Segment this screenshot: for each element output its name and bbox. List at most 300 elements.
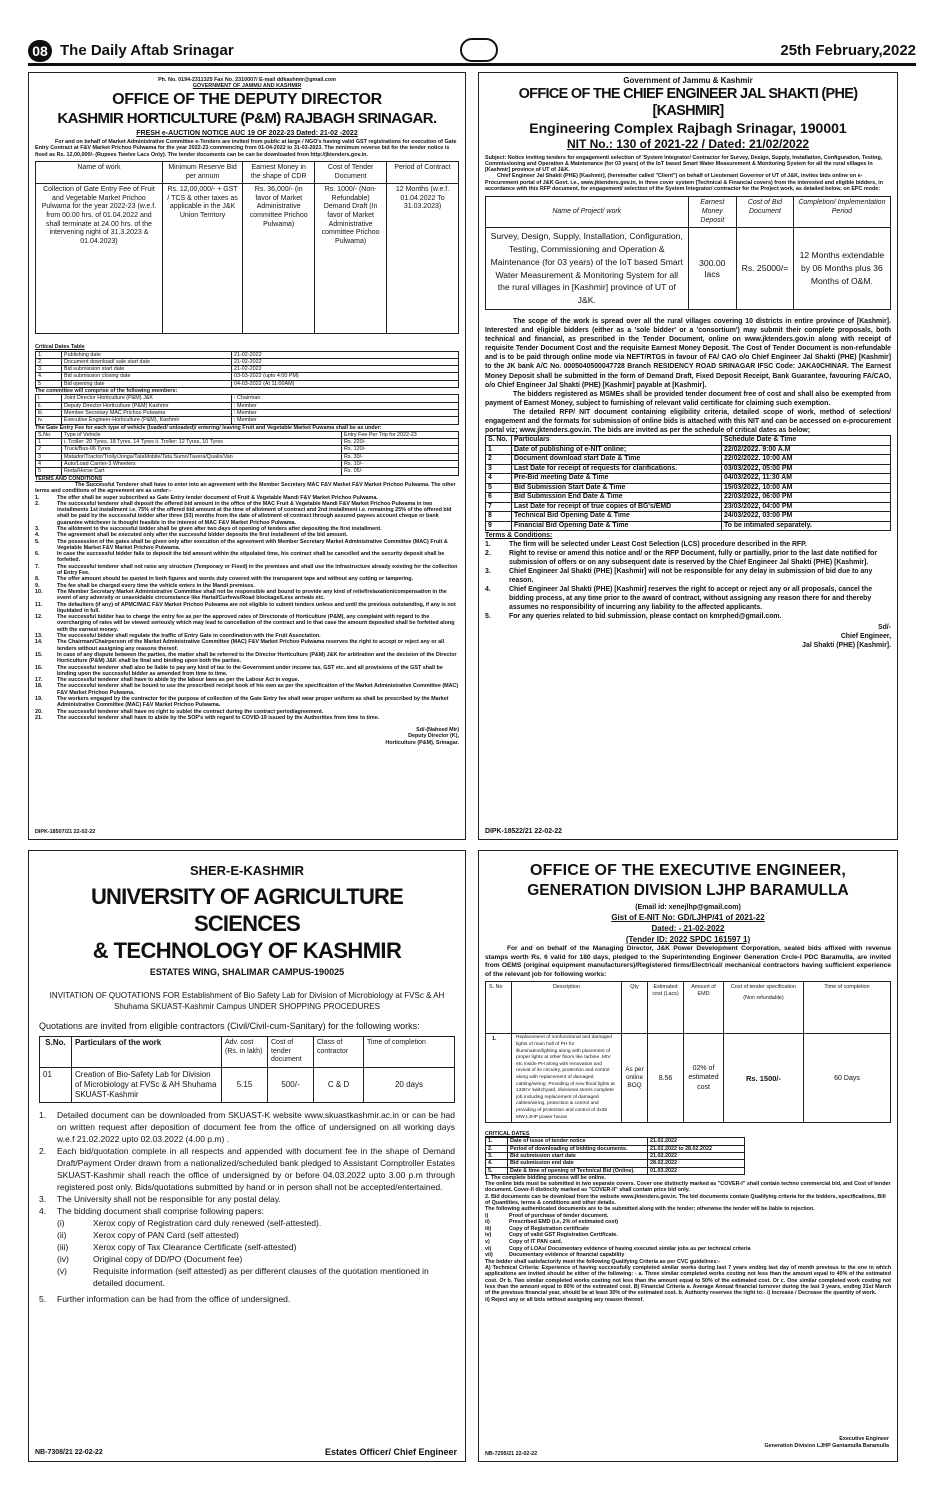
list-item [39, 1109, 455, 1145]
item-text: The bidding document shall comprise following papers: [57, 1205, 264, 1216]
list-item [39, 1253, 455, 1265]
ljhp-td-5: Rs. 1500/- [724, 1034, 804, 1123]
item-number: (i) [57, 1217, 65, 1228]
item-number: 2. [35, 500, 40, 507]
item-number: 14. [35, 639, 43, 646]
table-row [36, 409, 459, 416]
cell: 1 [486, 445, 512, 455]
hort-td-2: Rs. 36,000/- (in favor of Market Administrative committee Prichoo Pulwama) [243, 184, 315, 334]
phe-para-1: The scope of the work is spread over all the rural villages covering 10 districts in entire province of [Kashmir]. Interested and eligible bidders (either as a 'sole bidder' or a 'consortium') may submit their complete proposals, both technical and financial, as prescribed in the Tender Document, online on www.jktenders.gov.in along with receipt of requisite Tender Document Cost and the requisite Earnest Money Deposit. The Cost of Tender Document is non-refundable and is to be paid through online mode via NEFT/RTGS in favour of FA/ CAO o/o Chief Engineer Jal Shakti (PHE) [Kashmir] to the JK bank A/C No. 0005040500047728 Branch RESIDENCY ROAD SRINAGAR IFSC Code: JAKA0CHINAR. The Earnest Money Deposit shall be submitted in the form of Demand Draft, Fixed Deposit Receipt, Bank Guarantee, favouring FA/CAO, o/o Chief Engineer Jal Shakti (PHE) [Kashmir] payable at [Kashmir]. [485, 317, 891, 389]
point-text: Further information can be had from the office of undersigned. [57, 1293, 291, 1304]
cell: i. Troller: 20 Tyres, 18 Tyres, 14 Tyres ii. Troller: 12 Tyres, 10 Tyres [62, 439, 342, 446]
ljhp-gist: Gist of E-NIT No: GD/LJHP/41 of 2021-22 [611, 913, 765, 922]
phe-govt: Government of Jammu & Kashmir [623, 76, 753, 85]
skuast-advertisement [28, 850, 466, 1462]
table-row [36, 402, 459, 409]
item-text: The agreement shall be executed only after the successful bidder deposits the first installment of the bid amount. [57, 532, 348, 539]
list-item [35, 614, 459, 633]
item-number: 9. [35, 582, 40, 589]
list-item [35, 564, 459, 577]
phe-sign-line: Jal Shakti (PHE) [Kashmir]. [802, 642, 891, 650]
skuast-sign: Estates Officer/ Chief Engineer [324, 1447, 457, 1457]
cell: 5 [36, 468, 62, 475]
phe-intro: Chief Engineer Jal Shakti (PHE) [Kashmir], (hereinafter called "Client") on behalf of Lieutenant Governor of UT of J&K, invites bids online on e-Procurement portal of J&K Govt. i.e., www.jktenders.gov.in, in three cover system (Technical & Financial covers) from the interested and eligible bidders, in accordance with this RFP document, for engagement/ selection of the System Integrator/ contractor for the Project work, as detailed below, on EPC mode: [485, 173, 884, 193]
cell: Member Secretary MAC Prichoo Pulwama [62, 409, 232, 416]
item-number: 3. [39, 1193, 47, 1204]
phe-th-3: Completion/ Implementation Period [793, 197, 890, 228]
cell: Schedule Date & Time [722, 436, 891, 446]
cell: 15/03/2022, 10:00 AM [722, 483, 891, 493]
ljhp-th-3: Estimated cost (Lacs) [648, 982, 684, 1034]
item-number: 4. [35, 532, 40, 539]
cell: Period of downloading of bidding documents. [508, 1145, 648, 1152]
cell: 28.02.2022 [648, 1160, 745, 1167]
skuast-sub: ESTATES WING, SHALIMAR CAMPUS-190025 [149, 967, 345, 977]
hort-main-table [35, 161, 459, 334]
cell: 2. [36, 358, 62, 365]
cell: To be intimated separately. [722, 521, 891, 531]
phe-para-2: The bidders registered as MSMEs shall be provided tender document free of cost and shall also be exempted from payment of Earnest Money, subject to furnishing of relevant valid certificate for claiming such exemption. [485, 390, 891, 407]
list-item [35, 652, 459, 665]
item-text: The workers engaged by the contractor for the purpose of collection of the Gate Entry fee shall wear proper uniform as shall be prescribed by the Market Administrative Committee (MAC) F&V Market Prichoo Pulwama. [57, 696, 449, 709]
hort-committee-title: The committee will comprise of the following members: [35, 388, 178, 395]
cell: Document download/ sale start date [62, 358, 232, 365]
item-text: The successful tenderer shall have no right to sublet the contract during the contract period/agreement. [57, 708, 324, 715]
item-number: 8. [35, 576, 40, 583]
cell: Type of Vehicle [62, 431, 342, 438]
skuast-point-5 [39, 1293, 455, 1305]
item-text: Prescribed EMD (i.e, 2% of estimated cost) [509, 1219, 619, 1226]
ljhp-p5: The bidder shall satisfactorily meet the following Qualifying Criteria as per CVC guidelines:- [485, 1258, 721, 1265]
cell: Rs. 120/- [342, 446, 459, 453]
list-item [35, 683, 459, 696]
cell: 4 [486, 474, 512, 484]
table-row [486, 474, 891, 484]
item-text: The offer shall be super subscribed as Gate Entry tender document of Fruit & Vegetable Mandi F&V Market Prichoo Pulwama. [57, 494, 378, 501]
horticulture-advertisement [28, 72, 466, 840]
cell: 9 [486, 521, 512, 531]
skuast-th-4: Class of contractor [314, 1037, 364, 1068]
item-number: 19. [35, 696, 43, 702]
cell: 4 [36, 461, 62, 468]
phe-sign-line: Sd/- [877, 624, 891, 632]
list-item [35, 639, 459, 652]
item-text: The Chairman/Chairperson of the Market Administrative Committee (MAC) F&V Market Prichoo Pulwama reserves the right to accept or reject any or all tenders without assigning any reasons thereof. [57, 639, 445, 652]
list-item [485, 1213, 891, 1220]
cell: i. [36, 395, 62, 402]
skuast-intro: Quotations are invited from eligible contractors (Civil/Civil-cum-Sanitary) for the following works: [39, 1021, 420, 1031]
list-item [485, 1239, 891, 1246]
item-text: Documentary evidence of financial capability [509, 1252, 625, 1259]
item-text: The Member Secretary Market Administrative Committee shall not be responsible and bound to provide any kind of relief/relaxation/compensation in the event of any adversity or unavoidable circumstance like Hartal/Curfews/Road blockage/Less arrivals etc. [57, 588, 447, 602]
ljhp-sign-line: Generation Division LJHP Gantamulla Baramulla [764, 1442, 889, 1449]
phe-title-1: OFFICE OF THE CHIEF ENGINEER JAL SHAKTI (PHE) [KASHMIR] [518, 85, 858, 119]
hort-intro: For and on behalf of Market Administrative Committee e-Tenders are invited from public at large / NGO's having valid GST registrations for execution of Gate Entry Contract at F&V Market Prichoo Pulwama for the year 2022-23 commencing from 01-04-2022 to 31-03-2023. The minimum reverse bid for the tender notice is fixed as Rs. 12,00,000/- (Rupees Twelve Lacs Only). The tender documents can be can be downloaded from http://jktenders.gov.in. [35, 139, 457, 158]
cell: 04-03-2022 (At 11:00AM) [232, 380, 459, 387]
item-number: 3. [485, 568, 491, 576]
cell: 04/03/2022, 11:30 AM [722, 474, 891, 484]
hort-th-3: Cost of Tender Document [315, 162, 387, 184]
table-row [486, 502, 891, 512]
item-number: vi) [485, 1245, 492, 1252]
table-row [36, 453, 459, 460]
list-item [39, 1217, 455, 1229]
cell: Bid submission end date [508, 1160, 648, 1167]
skuast-nb: NB-7308/21 22-02-22 [35, 1449, 103, 1456]
hort-td-3: Rs. 1000/- (Non-Refundable) Demand Draft (In favor of Market Administrative committee Prichoo Pulwama) [315, 184, 387, 334]
item-text: Copy of valid GST Registration Certificate. [509, 1232, 618, 1239]
item-number: 3. [35, 525, 40, 532]
list-item [39, 1193, 455, 1205]
item-number: 20. [35, 708, 43, 715]
hort-terms-title: TERMS AND CONDITIONS [35, 475, 103, 482]
item-text: The defaulters (if any) of APMC/MAC F&V Market Prichoo Pulwama are not eligible to submit tenders unless and until the previous outstanding, if any is not liquidated in full. [57, 601, 456, 614]
list-item [35, 501, 459, 526]
table-row [36, 461, 459, 468]
newspaper-logo-icon [460, 38, 498, 62]
hort-fee-table [35, 431, 459, 476]
cell: 22/02/2022. 9:00 A.M [722, 445, 891, 455]
item-text: For any queries related to bid submission, please contact on kmrphed@gmail.com. [509, 613, 782, 621]
item-text: The successful tenderer shall have to abide by the SOP's with regard to COVID-19 issued by the Authorities from time to time. [57, 714, 380, 721]
hort-sign-line: Horticulture (P&M), Srinagar. [385, 739, 459, 746]
item-text: Chief Engineer Jal Shakti (PHE) [Kashmir] will not be responsible for any delay in submission of bid due to any reason. [509, 568, 873, 585]
cell: 23/03/2022, 04:00 PM [722, 502, 891, 512]
cell: 03/03/2022, 05:00 PM [722, 464, 891, 474]
item-number: i) [485, 1212, 489, 1219]
hort-sign-line: Sd/-(Naheed Mir) [416, 727, 459, 734]
list-item [39, 1145, 455, 1193]
phe-td-1: 300.00 lacs [688, 228, 737, 310]
ljhp-title-1: OFFICE OF THE EXECUTIVE ENGINEER, [530, 862, 846, 879]
cell: Rs. 10/- [342, 461, 459, 468]
item-text: Xerox copy of Registration card duly renewed (self-attested). [93, 1217, 322, 1228]
ljhp-dated: Dated: - 21-02-2022 [651, 924, 725, 933]
item-text: Each bid/quotation complete in all respects and appended with document fee in the shape of Demand Draft/Payment Order drawn from a nationalized/scheduled bank pledged to Assistant Comptroller Estates SKUAST-Kashmir shall reach the office of undersigned by or before 04.03.2022 upto 3.00 p.m through registered post only. Bids/quotations submitted by hand or in person shall not be accepted/entertained. [57, 1145, 455, 1192]
item-number: 13. [35, 633, 43, 640]
table-row [486, 1138, 745, 1145]
cell: 24/03/2022, 03:00 PM [722, 512, 891, 522]
cell: Reda/Horse Cart [62, 468, 342, 475]
table-row [36, 417, 459, 424]
table-row [36, 358, 459, 365]
cell: 1 [36, 439, 62, 446]
hort-sign [35, 727, 459, 746]
cell: iv. [36, 417, 62, 424]
cell: 21.02.2022 [648, 1138, 745, 1145]
cell: 3 [36, 453, 62, 460]
phe-title-2: Engineering Complex Rajbagh Srinagar, 190001 [529, 119, 847, 136]
phe-td-2: Rs. 25000/= [737, 228, 794, 310]
ljhp-th-5b: (Non refundable) [743, 994, 784, 1001]
item-text: In case of any dispute between the parties, the matter shall be referred to the Director Horticulture (P&M) J&K for arbitration and the decision of the Director Horticulture (P&M) J&K shall be final and binding upon both the parties. [57, 651, 457, 665]
phe-sign [485, 623, 891, 650]
list-item [39, 1241, 455, 1253]
table-row [36, 351, 459, 358]
cell: 22/02/2022. 10:00 AM [722, 455, 891, 465]
cell: Rs. 05/- [342, 468, 459, 475]
list-item [485, 1246, 891, 1253]
table-row [486, 1167, 745, 1174]
item-number: 2. [39, 1145, 47, 1156]
list-item [485, 540, 891, 549]
cell: 5. [486, 1167, 508, 1174]
skuast-td-5: 20 days [364, 1067, 455, 1102]
hort-critical-title: Critical Dates Table [35, 344, 85, 351]
cell: : Chairman [232, 395, 459, 402]
ljhp-th-1: Description [512, 982, 622, 1034]
skuast-title-1: UNIVERSITY OF AGRICULTURE SCIENCES [90, 884, 404, 936]
cell: : Member [232, 409, 459, 416]
table-row [486, 493, 891, 503]
ljhp-td-2: As per online BOQ [622, 1034, 648, 1123]
ljhp-th-2: Qty [622, 982, 648, 1034]
item-text: The successful tenderer shall deposit the offered bid amount in the office of the MAC Fruit & Vegetable Mandi F&V Market Prichoo Pulwama in two installments 1st installment i.e. 75% of the offered bid amount at the time of allotment of contract and 2nd installment i.e. remaining 25% of the offered bid shall be paid by the successful bidder after three (03) months from the date of allotment of contract through assured payees account cheque or bank guarantee whichever is thought feasible in the interest of MAC F&V Market Prichoo Pulwama. [57, 500, 452, 526]
item-text: Copy of Registration certificate [509, 1225, 589, 1232]
cell: Technical Bid Opening Date & Time [512, 512, 722, 522]
item-number: 4. [485, 586, 491, 594]
table-row [486, 445, 891, 455]
ljhp-docs-list [485, 1213, 891, 1259]
ljhp-nb: NB-7295/21 22-02-22 [485, 1450, 538, 1457]
item-text: Original copy of DD/PO (Document fee) [93, 1253, 243, 1264]
ljhp-critical-table [485, 1137, 745, 1174]
item-number: vii) [485, 1252, 493, 1259]
cell: Auto/Load Carrier-3 Wheelers [62, 461, 342, 468]
cell: 21.02.2022 [648, 1152, 745, 1159]
phe-para-3: The detailed RFP/ NIT document containing eligibility criteria, detailed scope of work, method of selection/ engagement and the formats for submission of online bids is attached with this NIT and can be accessed on e-procurement portal viz; www.jktenders.gov.in. The bids are invited as per the schedule of critical dates as below; [485, 408, 891, 435]
cell: Date of publishing of e-NIT online; [512, 445, 722, 455]
list-item [39, 1265, 455, 1289]
cell: 2. [486, 1145, 508, 1152]
cell: Truck/Bus-06 Tyres [62, 446, 342, 453]
masthead [28, 38, 916, 64]
cell: 21-02-2022 [232, 351, 459, 358]
item-text: The successful tenderer shall also be liable to pay any kind of tax to the Government under income tax, GST etc. and all provisions of the GST shall be binding upon the successful bidder as amended from time to time. [57, 664, 443, 677]
skuast-th-1: Particulars of the work [72, 1037, 222, 1068]
skuast-td-4: C & D [314, 1067, 364, 1102]
hort-notice: FRESH e-AUCTION NOTICE AUC 19 OF 2022-23 Dated: 21-02 -2022 [136, 129, 358, 137]
table-row [36, 431, 459, 438]
phe-advertisement [478, 72, 898, 840]
ljhp-p1: 1. The complete bidding process will be online. [485, 1174, 606, 1181]
cell: ii. [36, 402, 62, 409]
cell: Date & time of opening of Technical Bid (Online). [508, 1167, 648, 1174]
cell: Pre-Bid meeting Date & Time [512, 474, 722, 484]
table-row [36, 395, 459, 402]
item-text: The firm will be selected under Least Cost Selection (LCS) procedure described in the RFP. [509, 541, 807, 549]
item-text: Proof of purchase of tender document. [509, 1212, 609, 1219]
table-row [486, 483, 891, 493]
cell: Bid Submission End Date & Time [512, 493, 722, 503]
cell: Bid submission start date [508, 1152, 648, 1159]
ljhp-td-4: 02% of estimated cost [684, 1034, 724, 1123]
item-text: Copy of IT PAN card. [509, 1239, 563, 1246]
cell: 6 [486, 493, 512, 503]
ljhp-p6: A) Technical Criteria: Experience of having successfully completed similar works during last 7 years ending last day of month previous to the one in which applications are invited should be either of the following: - a. Three similar completed works costing not less than the amount equal to 40% of the estimated cost. Or b. Two similar completed works costing not less than the amount equal to 50% of the estimated cost. Or c. One similar completed work costing not less than the amount equal to 80% of the estimated cost. B) Financial Criteria a. Average Annual financial turnover during the last 3 years, ending 31st March of the previous financial year, should be at least 30% of the estimated cost. b. Authority reserves the right to:- i) Increase / Decrease the quantity of work. [485, 1265, 891, 1297]
hort-title-1: OFFICE OF THE DEPUTY DIRECTOR [112, 90, 382, 108]
hort-th-1: Minimum Reserve Bid per annum [162, 162, 242, 184]
skuast-points-list [39, 1109, 455, 1217]
cell: 3. [36, 366, 62, 373]
item-number: 16. [35, 664, 43, 671]
table-row [36, 366, 459, 373]
hort-dipk: DIPK-18507/21 22-02-22 [35, 828, 96, 835]
hort-govt: GOVERNMENT OF JAMMU AND KASHMIR [192, 83, 302, 90]
hort-sign-line: Deputy Director (K), [408, 733, 459, 740]
cell: 21-02-2022 [232, 358, 459, 365]
item-text: In case the successful bidder fails to deposit the bid amount within the stipulated time, his contract shall be cancelled and the security deposit shall be forfeited. [57, 551, 445, 564]
publication-name: The Daily Aftab Srinagar [60, 42, 234, 59]
list-item [485, 1219, 891, 1226]
skuast-th-0: S.No. [40, 1037, 72, 1068]
list-item [35, 696, 459, 709]
cell: Executive Engineer-Horticulture (P&M), Kashmir [62, 417, 232, 424]
list-item [485, 1232, 891, 1239]
skuast-pre: SHER-E-KASHMIR [189, 863, 305, 878]
phe-td-0: Survey, Design, Supply, Installation, Configuration, Testing, Commissioning and Operation & Maintenance (for 03 years) of the IoT based Smart Water Measurement & Monitoring System for all the rural villages in [Kashmir] province of UT of J&K. [486, 228, 689, 310]
cell: 01.03.2022 [648, 1167, 745, 1174]
cell: Joint Director Horticulture (P&M) J&K [62, 395, 232, 402]
phe-terms-title: Terms & Conditions: [485, 532, 553, 540]
item-text: The offer amount should be quoted in both figures and words duly covered with the transparent tape and without any cutting or tampering. [57, 576, 414, 583]
phe-th-0: Name of Project/ work [486, 197, 689, 228]
list-item [485, 549, 891, 567]
skuast-td-2: 5.15 [222, 1067, 268, 1102]
ljhp-p4: The following authenticated documents are to be submitted along with the tender; otherwise the tender will be liable to rejection. [485, 1206, 815, 1213]
item-number: 11. [35, 601, 43, 608]
hort-td-4: 12 Months (w.e.f. 01.04.2022 To 31.03.2023) [387, 184, 459, 334]
item-number: 1. [485, 541, 491, 549]
table-row [36, 373, 459, 380]
ljhp-th-5a: Cost of tender specification [730, 984, 797, 991]
ljhp-critical-title: CRITICAL DATES [485, 1131, 530, 1138]
item-number: (v) [57, 1265, 67, 1276]
item-number: (iv) [57, 1253, 69, 1264]
list-item [485, 612, 891, 621]
cell: 2 [36, 446, 62, 453]
cell: Bid submission start date [62, 366, 232, 373]
cell: Publishing date [62, 351, 232, 358]
item-number: ii) [485, 1219, 490, 1226]
hort-td-0: Collection of Gate Entry Fee of Fruit and Vegetable Market Prichoo Pulwama for the year 2022-23 (w.e.f. from 00.00 hrs. of 01.04.2022 and shall terminate at 24.00 hrs. of the intervening night of 31.3.2023 & 01.04.2023) [36, 184, 163, 334]
phe-schedule-table [485, 435, 891, 531]
item-number: 1. [35, 494, 40, 501]
item-number: (ii) [57, 1229, 67, 1240]
ljhp-email: (Email id: xenejlhp@gmail.com) [635, 904, 741, 911]
skuast-title-2: & TECHNOLOGY OF KASHMIR [92, 938, 402, 963]
item-number: 5. [35, 538, 40, 545]
cell: Rs. 30/- [342, 453, 459, 460]
skuast-th-5: Time of completion [364, 1037, 455, 1068]
hort-committee-table [35, 394, 459, 424]
item-text: The fee shall be charged every time the vehicle enters in the Mandi premises. [57, 582, 255, 589]
list-item [485, 1226, 891, 1233]
list-item [485, 585, 891, 612]
cell: Bid Submission Start Date & Time [512, 483, 722, 493]
table-row [486, 464, 891, 474]
skuast-td-3: 500/- [268, 1067, 314, 1102]
item-text: The successful tenderer shall be bound to use the prescribed receipt book of his own as per the specification of the Market Administrative Committee (MAC) F&V Market Prichoo Pulwama. [57, 683, 459, 696]
item-number: 18. [35, 683, 43, 690]
hort-contact: Ph. No. 0194-2311325 Fax No. 2310007/ E-mail ddkashmir@gmail.com [158, 77, 336, 83]
cell: S.No. [36, 431, 62, 438]
list-item [485, 1252, 891, 1259]
ljhp-th-5 [724, 982, 804, 1034]
hort-fee-title: The Gate Entry Fee for each type of vehicle (loaded/ unloaded)/ entering/ leaving Fruit and Vegetable Market Puwama shall be as under: [35, 424, 382, 431]
list-item [35, 589, 459, 602]
cell: Date of issue of tender notice [508, 1138, 648, 1145]
ljhp-td-0: 1. [486, 1034, 512, 1123]
table-row [486, 512, 891, 522]
item-text: The successful tenderer shall not raise any structure (Temporary or Fixed) in the premises and shall use the infrastructure already existing for the collection of Entry Fee. [57, 563, 458, 577]
item-number: 12. [35, 614, 43, 621]
item-text: Chief Engineer Jal Shakti (PHE) [Kashmir] reserves the right to accept or reject any or all proposals, cancel the bidding process, at any time prior to the award of contract, without assigning any reason there for and thereby assumes no responsibility of incurring any liability to the affected applicants. [509, 586, 873, 612]
cell: 4. [36, 373, 62, 380]
hort-td-1: Rs. 12,00,000/- + GST / TCS & other taxes as applicable in the J&K Union Territory [162, 184, 242, 334]
item-number: 5. [485, 613, 491, 621]
cell: : Member [232, 417, 459, 424]
item-number: 1. [39, 1109, 47, 1120]
issue-date: 25th February,2022 [780, 42, 916, 59]
ljhp-tender: (Tender ID: 2022 SPDC 161597 1) [625, 935, 751, 944]
item-text: The allotment to the successful bidder shall be given after two days of opening of tenders after depositing the first installment. [57, 525, 382, 532]
table-row [486, 455, 891, 465]
item-number: 17. [35, 677, 43, 684]
skuast-table [39, 1036, 455, 1103]
ljhp-p7: ii) Reject any or all bids without assigning any reason thereof. [485, 1296, 644, 1303]
item-number: 2. [485, 550, 491, 558]
cell: Bid opening date [62, 380, 232, 387]
cell: Last Date for receipt of requests for clarifications. [512, 464, 722, 474]
cell: Entry Fee Per Trip for 2022-23 [342, 431, 459, 438]
phe-terms-list [485, 540, 891, 621]
ljhp-td-1: Replacement of nonfunctional and damaged lights of main hall of PH for illumination/lighting along with placement of proper lights at other floors like turbine ,MIV etc inside PH along with renovation and revival of its circuitry, protection and control along with replacement of damaged cabling/wiring. Providing of new flood lights at 132KV switchyard, divisional stores complete job including replacement of damaged cables/wiring, protection & control and providing of protection and control of 3x35 MW LJHP power house [512, 1034, 622, 1123]
item-number: iii) [485, 1225, 492, 1232]
cell: Document download start Date & Time [512, 455, 722, 465]
ljhp-th-0: S. No [486, 982, 512, 1034]
item-number: (iii) [57, 1241, 69, 1252]
cell: Bid submission closing date [62, 373, 232, 380]
list-item [35, 551, 459, 564]
page-number-badge: 08 [28, 40, 52, 62]
cell: 1. [486, 1138, 508, 1145]
cell: Matador/Tractor/Trolly/Jonga/TataMobile/Tata Sumo/Tavera/Qualis/Van [62, 453, 342, 460]
list-item [35, 602, 459, 615]
phe-sign-line: Chief Engineer, [840, 633, 891, 641]
item-number: 21. [35, 714, 43, 721]
item-number: 4. [39, 1205, 47, 1216]
table-row [36, 380, 459, 387]
cell: Last Date for receipt of true copies of BG's/EMD [512, 502, 722, 512]
ljhp-intro: For and on behalf of the Managing Director, J&K Power Development Corporation, sealed bids affixed with revenue stamps worth Rs. 6 valid for 180 days, pledged to the Superintending Engineer Generation Crcle-I PDC Baramulla, are invited from OEMS (original equipment manufacturers)/Registered firms/Electrical/ mechanical contractors having sufficient experience of the relevant job for following works: [485, 945, 891, 978]
cell: 2 [486, 455, 512, 465]
ljhp-advertisement [478, 850, 898, 1462]
ljhp-p2: The online bids must be submitted in two separate covers. Cover one distinctly marked as "COVER-I" shall contain techno commercial bid, and Cost of tender document. Cover-II distinctly marked as "COVER-II" shall contain price bid only. [485, 1181, 891, 1194]
cell: Particulars [512, 436, 722, 446]
table-row [486, 436, 891, 446]
item-number: 6. [35, 551, 40, 558]
phe-dipk: DIPK-18522/21 22-02-22 [485, 828, 562, 835]
cell: 21.02.2022 to 28.02.2022 [648, 1145, 745, 1152]
table-row [486, 1145, 745, 1152]
ljhp-th-7: Time of completion [804, 982, 891, 1034]
table-row [36, 439, 459, 446]
ljhp-td-6: 60 Days [804, 1034, 891, 1123]
cell: 5 [486, 483, 512, 493]
item-text: Requisite information (self attested) as per different clauses of the quotation mentioned in detailed document. [93, 1265, 429, 1288]
skuast-td-0: 01 [40, 1067, 72, 1102]
